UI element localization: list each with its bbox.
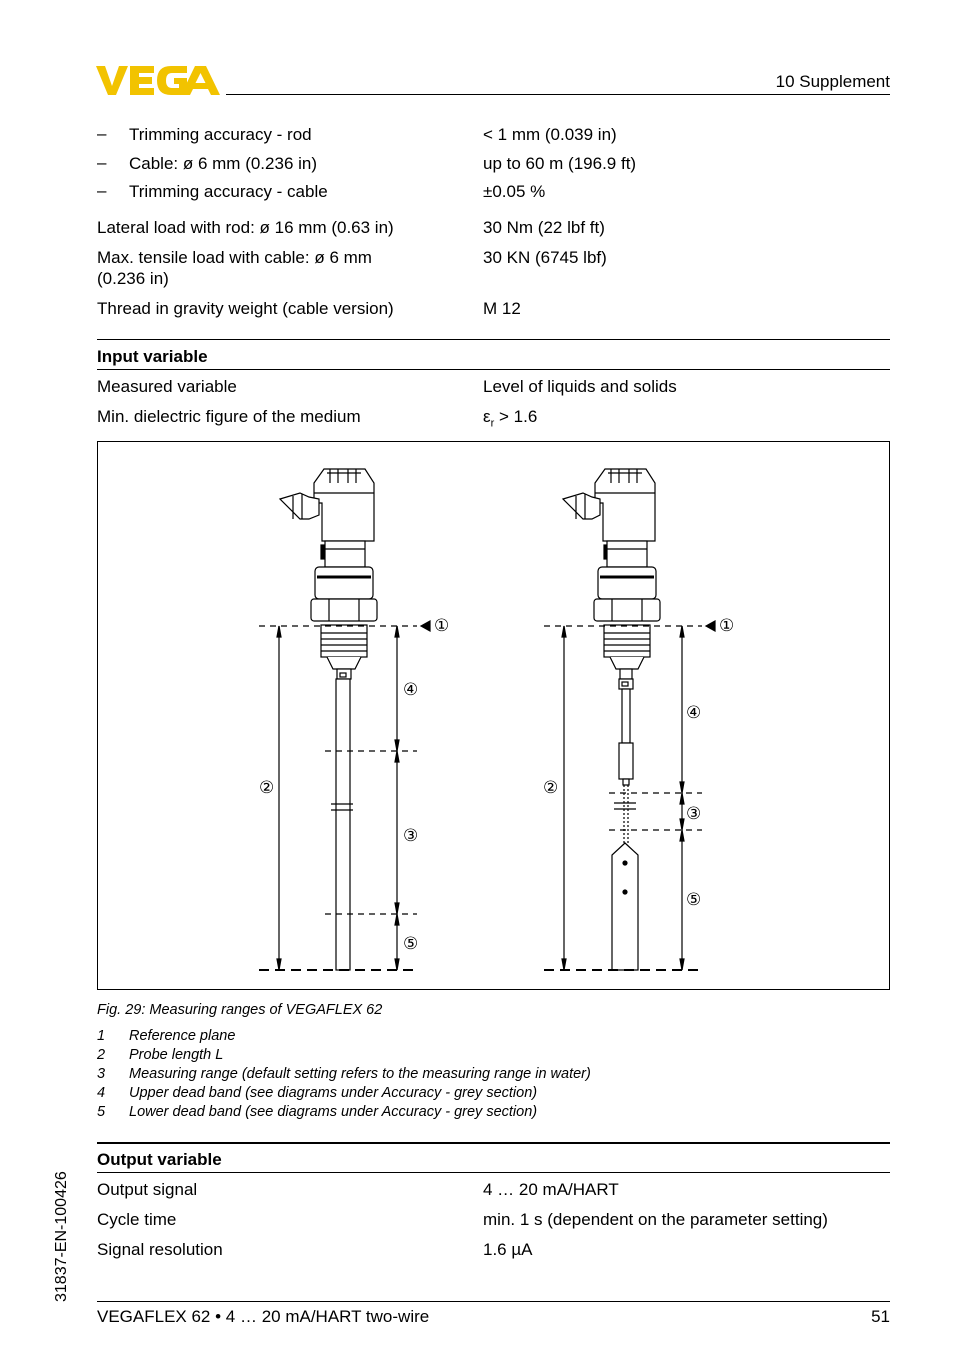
- section-rule-bottom: [97, 1172, 890, 1173]
- spec-value: Level of liquids and solids: [483, 377, 677, 396]
- spec-label: Max. tensile load with cable: ø 6 mm (0.236 in): [97, 248, 372, 288]
- callout-3: ③: [686, 804, 702, 824]
- dash-mark: –: [97, 153, 107, 172]
- section-rule-bottom: [97, 369, 890, 370]
- figure-caption: Fig. 29: Measuring ranges of VEGAFLEX 62: [97, 1002, 383, 1018]
- callout-1: ①: [434, 616, 450, 636]
- spec-label: Cycle time: [97, 1210, 177, 1229]
- callout-4: ④: [686, 703, 702, 723]
- callout-1: ①: [719, 616, 735, 636]
- cable-probe-drawing: [563, 469, 660, 970]
- spec-label: Thread in gravity weight (cable version): [97, 299, 394, 318]
- section-rule-top: [97, 339, 890, 340]
- page-number: 51: [871, 1307, 890, 1326]
- spec-value: ±0.05 %: [483, 182, 546, 201]
- spec-value: up to 60 m (196.9 ft): [483, 154, 637, 173]
- spec-value: min. 1 s (dependent on the parameter setting): [483, 1210, 828, 1229]
- spec-label: Trimming accuracy - rod: [129, 125, 312, 144]
- spec-label: Lateral load with rod: ø 16 mm (0.63 in): [97, 218, 394, 237]
- section-title: 10 Supplement: [775, 72, 890, 91]
- spec-label: Min. dielectric figure of the medium: [97, 407, 361, 426]
- vega-logo: [96, 66, 220, 96]
- dash-mark: –: [97, 124, 107, 143]
- spec-value: 1.6 µA: [483, 1240, 533, 1259]
- spec-value: 30 Nm (22 lbf ft): [483, 218, 605, 237]
- callout-4: ④: [403, 680, 419, 700]
- callout-3: ③: [403, 826, 419, 846]
- probe-diagram: [97, 441, 890, 990]
- section-rule-top: [97, 1142, 890, 1144]
- spec-label: Trimming accuracy - cable: [129, 182, 328, 201]
- document-code: 31837-EN-100426: [53, 1171, 70, 1302]
- spec-value: $\varepsilon_r > 1.6$: [483, 407, 538, 430]
- footer-rule: [97, 1301, 890, 1302]
- footer-product: VEGAFLEX 62 • 4 … 20 mA/HART two-wire: [97, 1307, 430, 1326]
- callout-5: ⑤: [403, 934, 419, 954]
- spec-label: Cable: ø 6 mm (0.236 in): [129, 154, 318, 173]
- spec-label: Measured variable: [97, 377, 237, 396]
- spec-value: 30 KN (6745 lbf): [483, 248, 607, 267]
- output-variable-heading: Output variable: [97, 1150, 222, 1169]
- callout-2: ②: [259, 778, 275, 798]
- callout-2: ②: [543, 778, 559, 798]
- header-rule: [226, 94, 890, 95]
- spec-value: < 1 mm (0.039 in): [483, 125, 617, 144]
- callout-5: ⑤: [686, 890, 702, 910]
- spec-value: 4 … 20 mA/HART: [483, 1180, 619, 1199]
- spec-label: Signal resolution: [97, 1240, 223, 1259]
- dash-mark: –: [97, 181, 107, 200]
- spec-label: Output signal: [97, 1180, 198, 1199]
- rod-probe-drawing: [280, 469, 377, 970]
- spec-value: M 12: [483, 299, 521, 318]
- input-variable-heading: Input variable: [97, 347, 208, 366]
